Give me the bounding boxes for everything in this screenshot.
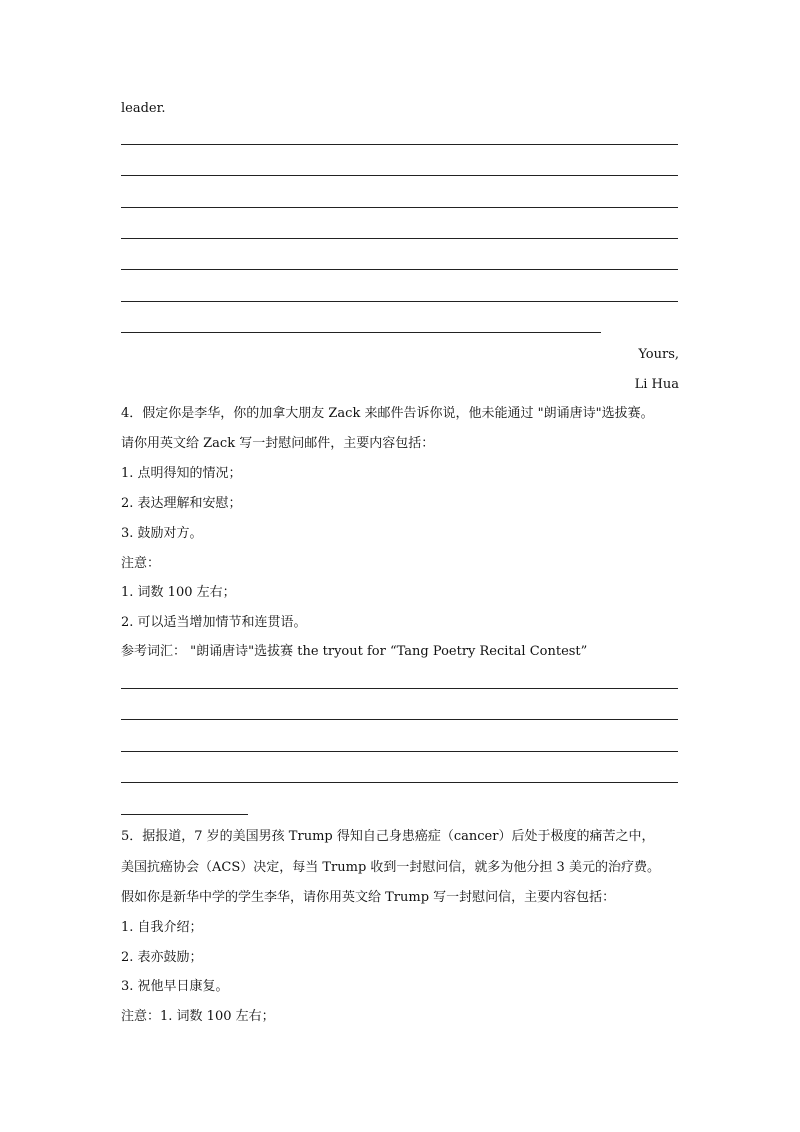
q5-item: 3. 祝他早日康复。 bbox=[121, 979, 229, 994]
q5-note: 注意：1. 词数 100 左右； bbox=[121, 1009, 275, 1024]
answer-line[interactable] bbox=[121, 207, 678, 208]
answer-line[interactable] bbox=[121, 814, 248, 815]
answer-line[interactable] bbox=[121, 269, 678, 270]
answer-line[interactable] bbox=[121, 332, 601, 333]
q4-note: 2. 可以适当增加情节和连贯语。 bbox=[121, 615, 307, 630]
q5-item: 2. 表亦鼓励； bbox=[121, 950, 203, 965]
q4-prompt-line-2: 请你用英文给 Zack 写一封慰问邮件，主要内容包括： bbox=[121, 436, 435, 451]
signature-name: Li Hua bbox=[634, 377, 679, 392]
q5-prompt-line-3: 假如你是新华中学的学生李华，请你用英文给 Trump 写一封慰问信，主要内容包括： bbox=[121, 890, 616, 905]
q4-item: 3. 鼓励对方。 bbox=[121, 526, 203, 541]
q4-item: 2. 表达理解和安慰； bbox=[121, 496, 242, 511]
previous-text-tail: leader. bbox=[121, 101, 166, 116]
q4-prompt-line-1: 4．假定你是李华，你的加拿大朋友 Zack 来邮件告诉你说，他未能通过 "朗诵唐诗"选拔赛。 bbox=[121, 406, 654, 421]
closing: Yours, bbox=[638, 347, 679, 362]
answer-line[interactable] bbox=[121, 238, 678, 239]
q4-vocab: 参考词汇： "朗诵唐诗"选拔赛 the tryout for “Tang Poetry Recital Contest” bbox=[121, 644, 588, 659]
answer-line[interactable] bbox=[121, 144, 678, 145]
answer-line[interactable] bbox=[121, 301, 678, 302]
q4-note-label: 注意： bbox=[121, 556, 161, 571]
q5-item: 1. 自我介绍； bbox=[121, 920, 203, 935]
q4-note: 1. 词数 100 左右； bbox=[121, 585, 236, 600]
q4-item: 1. 点明得知的情况； bbox=[121, 466, 242, 481]
q5-prompt-line-1: 5．据报道，7 岁的美国男孩 Trump 得知自己身患癌症（cancer）后处于极度的痛苦之中， bbox=[121, 829, 655, 844]
answer-line[interactable] bbox=[121, 782, 678, 783]
answer-line[interactable] bbox=[121, 751, 678, 752]
answer-line[interactable] bbox=[121, 175, 678, 176]
q5-prompt-line-2: 美国抗癌协会（ACS）决定，每当 Trump 收到一封慰问信，就多为他分担 3 美元的治疗费。 bbox=[121, 860, 660, 875]
answer-line[interactable] bbox=[121, 688, 678, 689]
answer-line[interactable] bbox=[121, 719, 678, 720]
